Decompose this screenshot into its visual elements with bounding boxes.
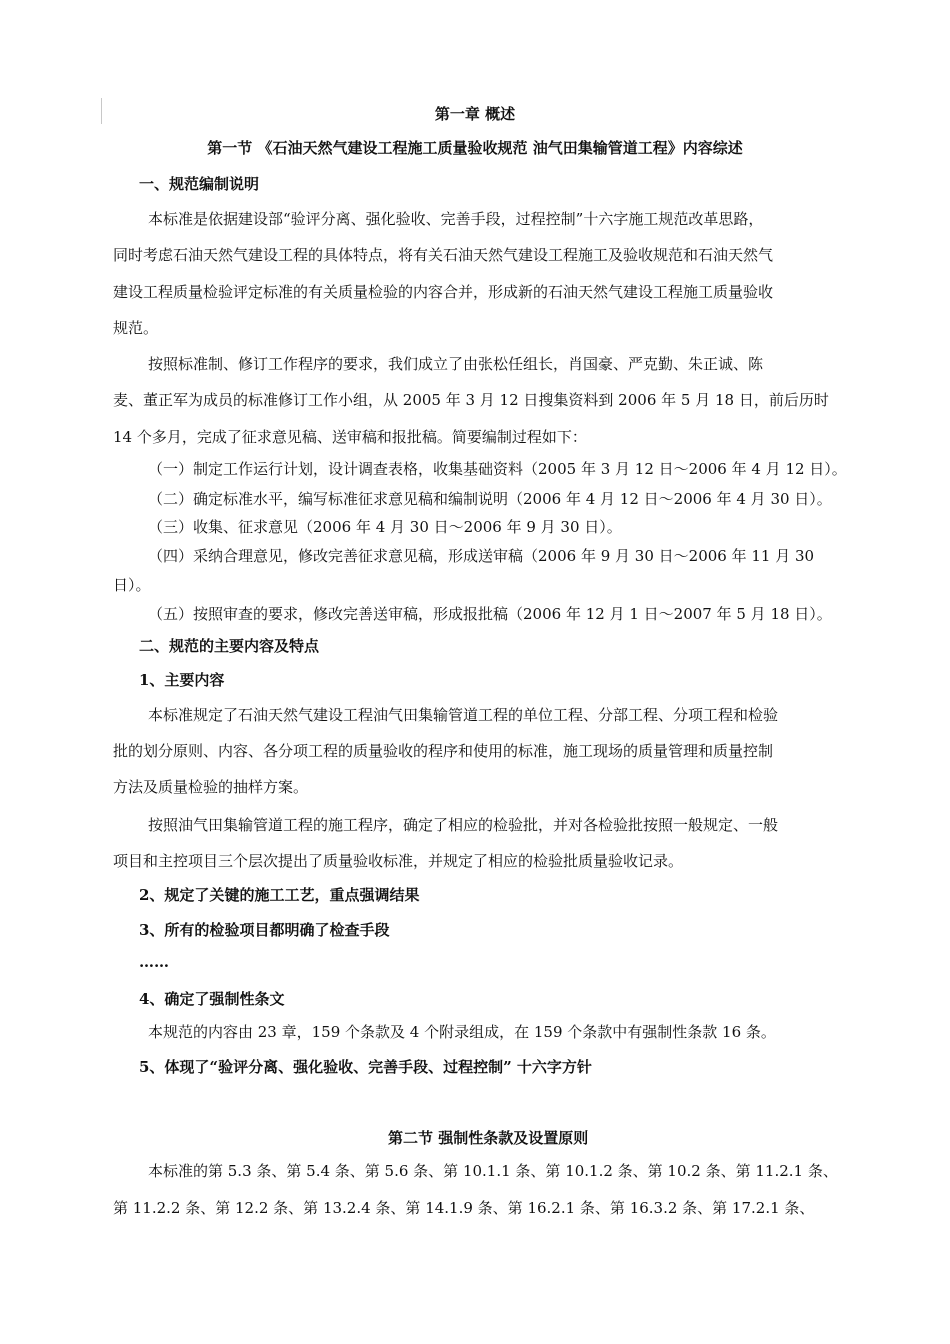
paragraph-line: 本规范的内容由 23 章，159 个条款及 4 个附录组成，在 159 个条款中有强制性条款 16 条。 xyxy=(148,1023,776,1041)
step-item: （五）按照审查的要求，修改完善送审稿，形成报批稿（2006 年 12 月 1 日～2007 年 5 月 18 日）。 xyxy=(148,605,832,623)
paragraph-line: 麦、董正军为成员的标准修订工作小组，从 2005 年 3 月 12 日搜集资料到 2006 年 5 月 18 日，前后历时 xyxy=(113,391,829,409)
subheading-main-content: 1、主要内容 xyxy=(139,671,225,689)
subheading-key-process: 2、规定了关键的施工工艺，重点强调结果 xyxy=(139,886,420,904)
paragraph-line: 本标准规定了石油天然气建设工程油气田集输管道工程的单位工程、分部工程、分项工程和检验 xyxy=(148,706,779,724)
ellipsis: …… xyxy=(139,953,169,971)
paragraph-line: 本标准是依据建设部“验评分离、强化验收、完善手段，过程控制”十六字施工规范改革思路， xyxy=(148,210,764,228)
paragraph-line: 同时考虑石油天然气建设工程的具体特点，将有关石油天然气建设工程施工及验收规范和石油天然气 xyxy=(113,246,774,264)
subheading-inspection-means: 3、所有的检验项目都明确了检查手段 xyxy=(139,921,390,939)
paragraph-line: 建设工程质量检验评定标准的有关质量检验的内容合并，形成新的石油天然气建设工程施工质量验收 xyxy=(113,283,774,301)
subheading-sixteen-principles: 5、体现了“验评分离、强化验收、完善手段、过程控制” 十六字方针 xyxy=(139,1058,592,1076)
subheading-mandatory-clauses: 4、确定了强制性条文 xyxy=(139,990,285,1008)
step-item: （二）确定标准水平，编写标准征求意见稿和编制说明（2006 年 4 月 12 日～2006 年 4 月 30 日）。 xyxy=(148,490,832,508)
paragraph-line: 14 个多月，完成了征求意见稿、送审稿和报批稿。简要编制过程如下： xyxy=(113,428,587,446)
heading-compilation-notes: 一、规范编制说明 xyxy=(139,175,260,193)
paragraph-line: 方法及质量检验的抽样方案。 xyxy=(113,778,309,796)
heading-main-content: 二、规范的主要内容及特点 xyxy=(139,637,320,655)
step-item: （三）收集、征求意见（2006 年 4 月 30 日～2006 年 9 月 30 日）。 xyxy=(148,518,622,536)
step-item: （四）采纳合理意见，修改完善征求意见稿，形成送审稿（2006 年 9 月 30 日～2006 年 11 月 30 xyxy=(148,547,815,565)
paragraph-line: 项目和主控项目三个层次提出了质量验收标准，并规定了相应的检验批质量验收记录。 xyxy=(113,852,684,870)
section1-title: 第一节 《石油天然气建设工程施工质量验收规范 油气田集输管道工程》内容综述 xyxy=(207,139,743,157)
paragraph-line: 按照油气田集输管道工程的施工程序，确定了相应的检验批，并对各检验批按照一般规定、一般 xyxy=(148,816,779,834)
paragraph-line: 按照标准制、修订工作程序的要求，我们成立了由张松任组长，肖国豪、严克勤、朱正诚、陈 xyxy=(148,355,764,373)
step-item: （一）制定工作运行计划，设计调查表格，收集基础资料（2005 年 3 月 12 日～2006 年 4 月 12 日）。 xyxy=(148,460,847,478)
chapter-title: 第一章 概述 xyxy=(434,105,516,123)
paragraph-line: 本标准的第 5.3 条、第 5.4 条、第 5.6 条、第 10.1.1 条、第 10.1.2 条、第 10.2 条、第 11.2.1 条、 xyxy=(148,1162,838,1180)
section2-title: 第二节 强制性条款及设置原则 xyxy=(388,1129,589,1147)
paragraph-line: 批的划分原则、内容、各分项工程的质量验收的程序和使用的标准，施工现场的质量管理和质量控制 xyxy=(113,742,774,760)
step-item-continuation: 日）。 xyxy=(113,576,151,594)
paragraph-line: 第 11.2.2 条、第 12.2 条、第 13.2.4 条、第 14.1.9 条、第 16.2.1 条、第 16.3.2 条、第 17.2.1 条、 xyxy=(113,1199,815,1217)
paragraph-line: 规范。 xyxy=(113,319,159,337)
